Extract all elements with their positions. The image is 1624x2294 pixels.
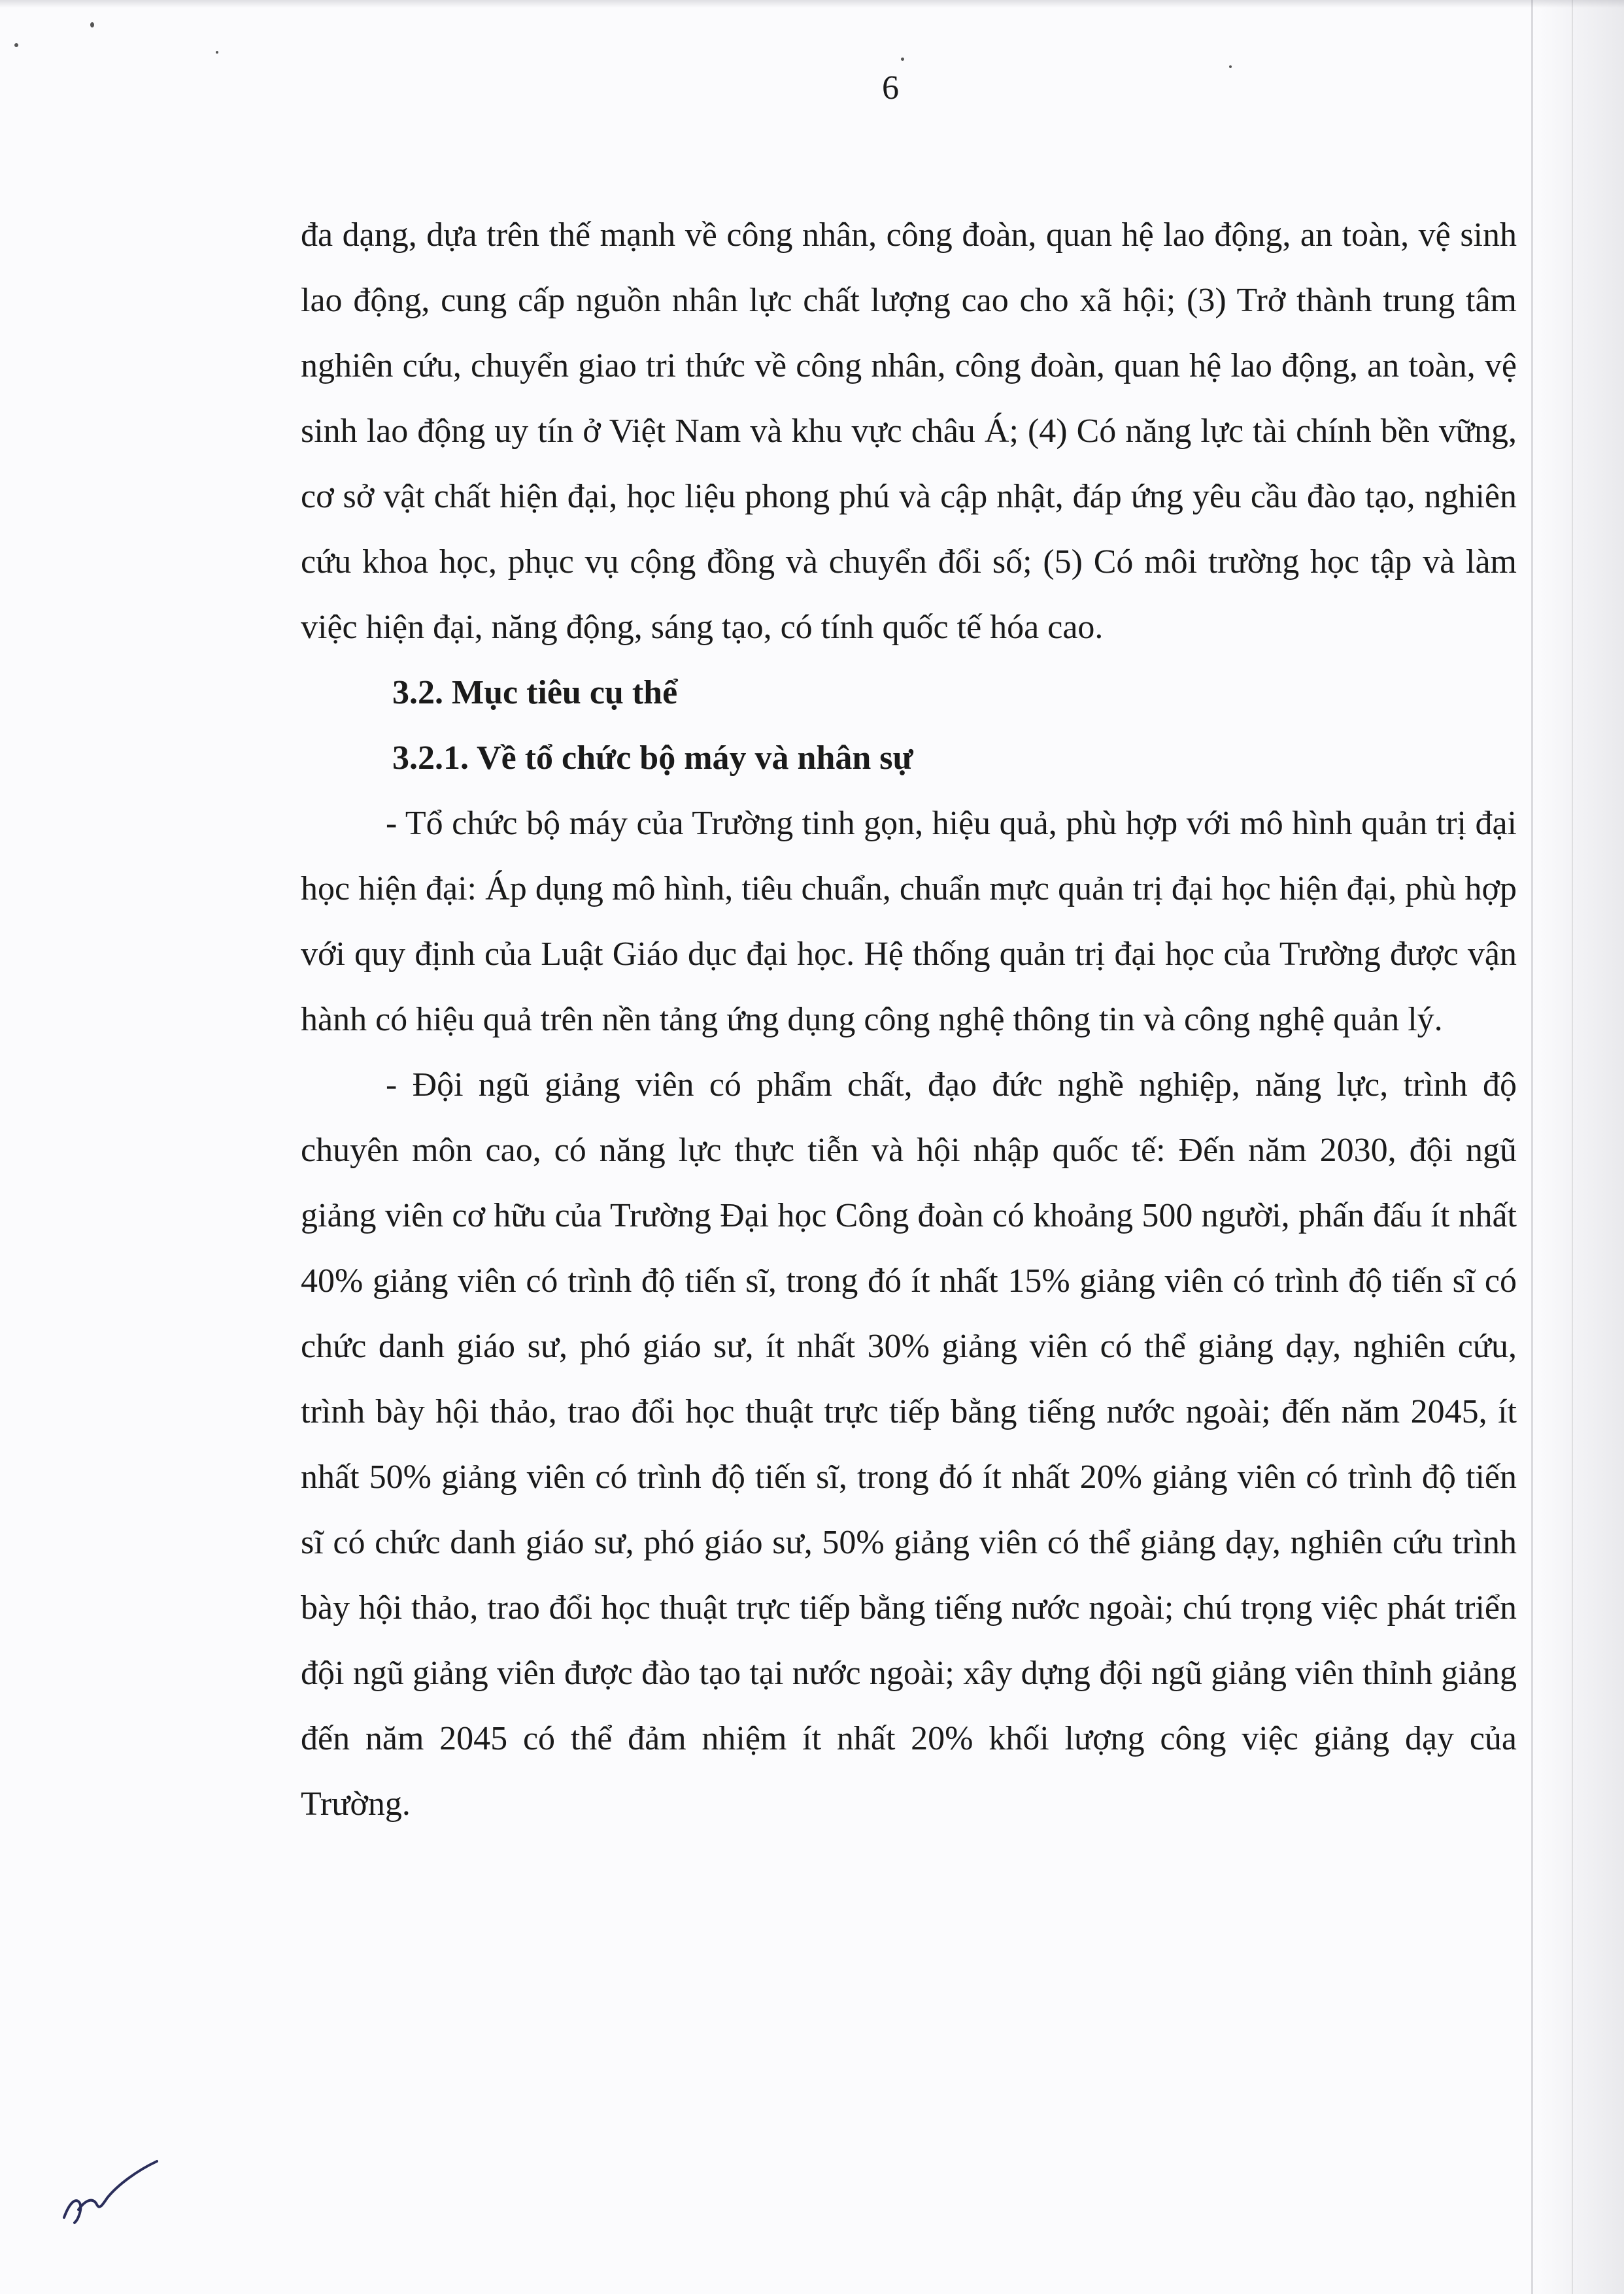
page-number: 6 (882, 69, 899, 107)
handwritten-initial-signature (59, 2157, 163, 2229)
scan-speck (90, 22, 94, 27)
paragraph-organization: - Tổ chức bộ máy của Trường tinh gọn, hiệu quả, phù hợp với mô hình quản trị đại học hiện đại: Áp dụng mô hình, tiêu chuẩn, chuẩn mực quản trị đại học hiện đại, phù hợp với quy định của Luật Giáo dục đại học. Hệ thống quản trị đại học của Trường được vận hành có hiệu quả trên nền tảng ứng dụng công nghệ thông tin và công nghệ quản lý. (301, 805, 1517, 1038)
heading-section-3-2-1: 3.2.1. Về tổ chức bộ máy và nhân sự (392, 739, 913, 777)
paragraph-goals-continued: đa dạng, dựa trên thế mạnh về công nhân, công đoàn, quan hệ lao động, an toàn, vệ sinh lao động, cung cấp nguồn nhân lực chất lượng cao cho xã hội; (3) Trở thành trung tâm nghiên cứu, chuyển giao tri thức về công nhân, công đoàn, quan hệ lao động, an toàn, vệ sinh lao động uy tín ở Việt Nam và khu vực châu Á; (4) Có năng lực tài chính bền vững, cơ sở vật chất hiện đại, học liệu phong phú và cập nhật, đáp ứng yêu cầu đào tạo, nghiên cứu khoa học, phục vụ cộng đồng và chuyển đổi số; (5) Có môi trường học tập và làm việc hiện đại, năng động, sáng tạo, có tính quốc tế hóa cao. (301, 216, 1517, 646)
scan-speck (216, 51, 218, 54)
scan-edge-right (1532, 0, 1624, 2294)
scan-edge-top (0, 0, 1624, 8)
document-body (301, 203, 1517, 1837)
scan-speck (901, 58, 904, 61)
scan-speck (14, 43, 18, 47)
heading-section-3-2: 3.2. Mục tiêu cụ thể (392, 674, 678, 711)
scan-fold-line-outer (1572, 0, 1573, 2294)
paragraph-faculty: - Đội ngũ giảng viên có phẩm chất, đạo đức nghề nghiệp, năng lực, trình độ chuyên môn cao, có năng lực thực tiễn và hội nhập quốc tế: Đến năm 2030, đội ngũ giảng viên cơ hữu của Trường Đại học Công đoàn có khoảng 500 người, phấn đấu ít nhất 40% giảng viên có trình độ tiến sĩ, trong đó ít nhất 15% giảng viên có trình độ tiến sĩ có chức danh giáo sư, phó giáo sư, ít nhất 30% giảng viên có thể giảng dạy, nghiên cứu, trình bày hội thảo, trao đổi học thuật trực tiếp bằng tiếng nước ngoài; đến năm 2045, ít nhất 50% giảng viên có trình độ tiến sĩ, trong đó ít nhất 20% giảng viên có trình độ tiến sĩ có chức danh giáo sư, phó giáo sư, 50% giảng viên có thể giảng dạy, nghiên cứu trình bày hội thảo, trao đổi học thuật trực tiếp bằng tiếng nước ngoài; chú trọng việc phát triển đội ngũ giảng viên được đào tạo tại nước ngoài; xây dựng đội ngũ giảng viên thỉnh giảng đến năm 2045 có thể đảm nhiệm ít nhất 20% khối lượng công việc giảng dạy của Trường. (301, 1066, 1517, 1823)
scan-fold-line (1531, 0, 1533, 2294)
